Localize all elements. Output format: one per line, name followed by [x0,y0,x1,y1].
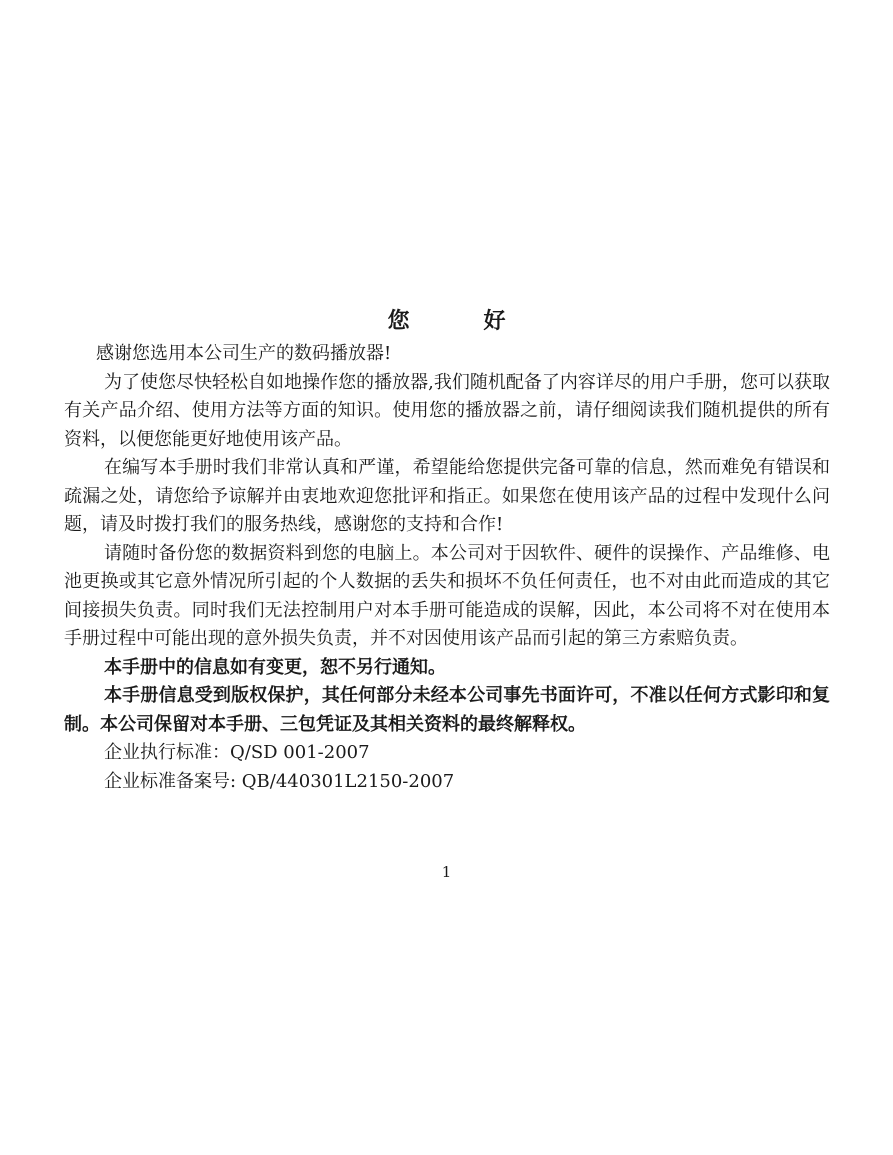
page-title: 您 好 [387,308,532,334]
intro-paragraph: 为了使您尽快轻松自如地操作您的播放器,我们随机配备了内容详尽的用户手册，您可以获取有关产品介绍、使用方法等方面的知识。使用您的播放器之前，请仔细阅读我们随机提供的所有资料，以便您能更好地使用该产品。 [64,371,830,450]
disclaimer-paragraph: 请随时备份您的数据资料到您的电脑上。本公司对于因软件、硬件的误操作、产品维修、电池更换或其它意外情况所引起的个人数据的丢失和损坏不负任何责任，也不对由此而造成的其它间接损失负责。同时我们无法控制用户对本手册可能造成的误解，因此，本公司将不对在使用本手册过程中可能出现的意外损失负责，并不对因使用该产品而引起的第三方索赔负责。 [64,542,830,649]
execution-standard: 企业执行标准：Q/SD 001-2007 [104,742,370,763]
greeting-paragraph: 感谢您选用本公司生产的数码播放器! [96,343,392,364]
page-number: 1 [441,863,452,881]
body-text [64,340,830,796]
filing-standard: 企业标准备案号: QB/440301L2150-2007 [104,770,455,792]
change-notice-paragraph: 本手册中的信息如有变更，恕不另行通知。 [104,656,446,678]
copyright-paragraph: 本手册信息受到版权保护，其任何部分未经本公司事先书面许可，不准以任何方式影印和复制。本公司保留对本手册、三包凭证及其相关资料的最终解释权。 [64,685,830,735]
accuracy-paragraph: 在编写本手册时我们非常认真和严谨，希望能给您提供完备可靠的信息，然而难免有错误和疏漏之处，请您给予谅解并由衷地欢迎您批评和指正。如果您在使用该产品的过程中发现什么问题，请及时拨打我们的服务热线，感谢您的支持和合作! [64,457,830,535]
